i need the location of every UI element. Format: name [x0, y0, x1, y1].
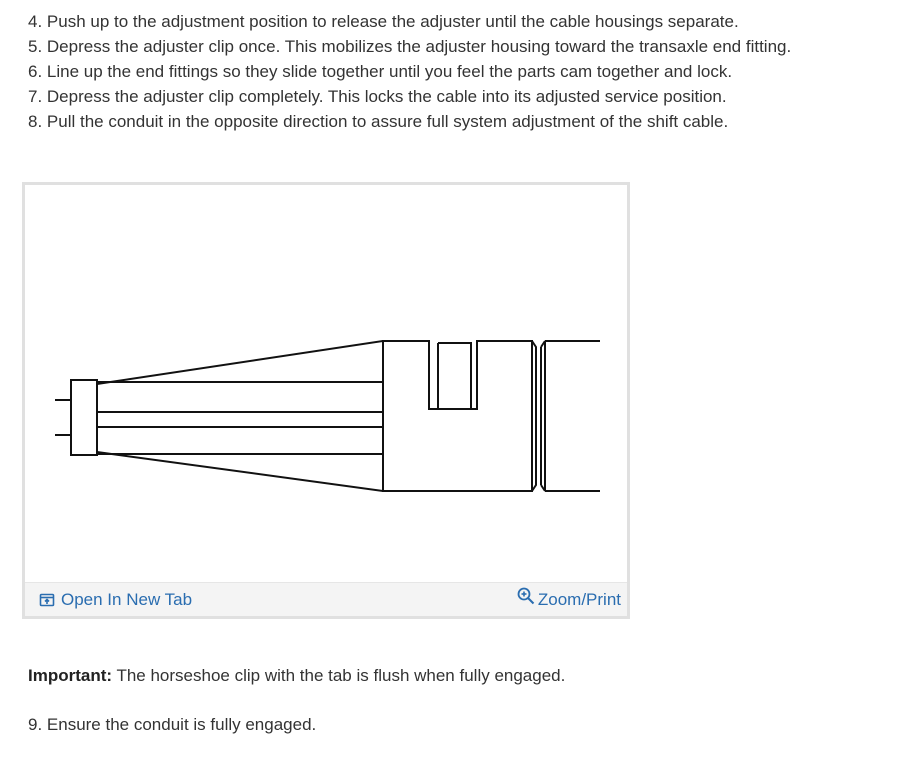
- zoom-in-icon: [517, 587, 535, 605]
- open-in-new-tab-label: Open In New Tab: [61, 590, 193, 609]
- zoom-print-label: Zoom/Print: [537, 590, 621, 609]
- procedure-steps: [28, 9, 791, 134]
- step-4: 4. Push up to the adjustment position to release the adjuster until the cable housings separate.: [28, 12, 739, 31]
- important-label: Important:: [28, 666, 113, 685]
- figure-image[interactable]: [25, 185, 627, 582]
- step-5: 5. Depress the adjuster clip once. This mobilizes the adjuster housing toward the transaxle end fitting.: [28, 37, 792, 56]
- step-7: 7. Depress the adjuster clip completely. This locks the cable into its adjusted service position.: [28, 87, 727, 106]
- step-6: 6. Line up the end fittings so they slide together until you feel the parts cam together and lock.: [28, 62, 733, 81]
- step-9: 9. Ensure the conduit is fully engaged.: [28, 715, 317, 734]
- figure-toolbar: [25, 582, 627, 616]
- figure-container: [22, 182, 630, 619]
- important-note: [28, 664, 565, 688]
- important-text: The horseshoe clip with the tab is flush when fully engaged.: [112, 666, 566, 685]
- shift-cable-adjuster-illustration: [25, 185, 627, 582]
- zoom-print-link[interactable]: [517, 589, 621, 611]
- open-in-new-tab-link[interactable]: [39, 589, 192, 611]
- open-in-new-tab-icon: [39, 592, 55, 608]
- step-8: 8. Pull the conduit in the opposite direction to assure full system adjustment of the shift cable.: [28, 112, 729, 131]
